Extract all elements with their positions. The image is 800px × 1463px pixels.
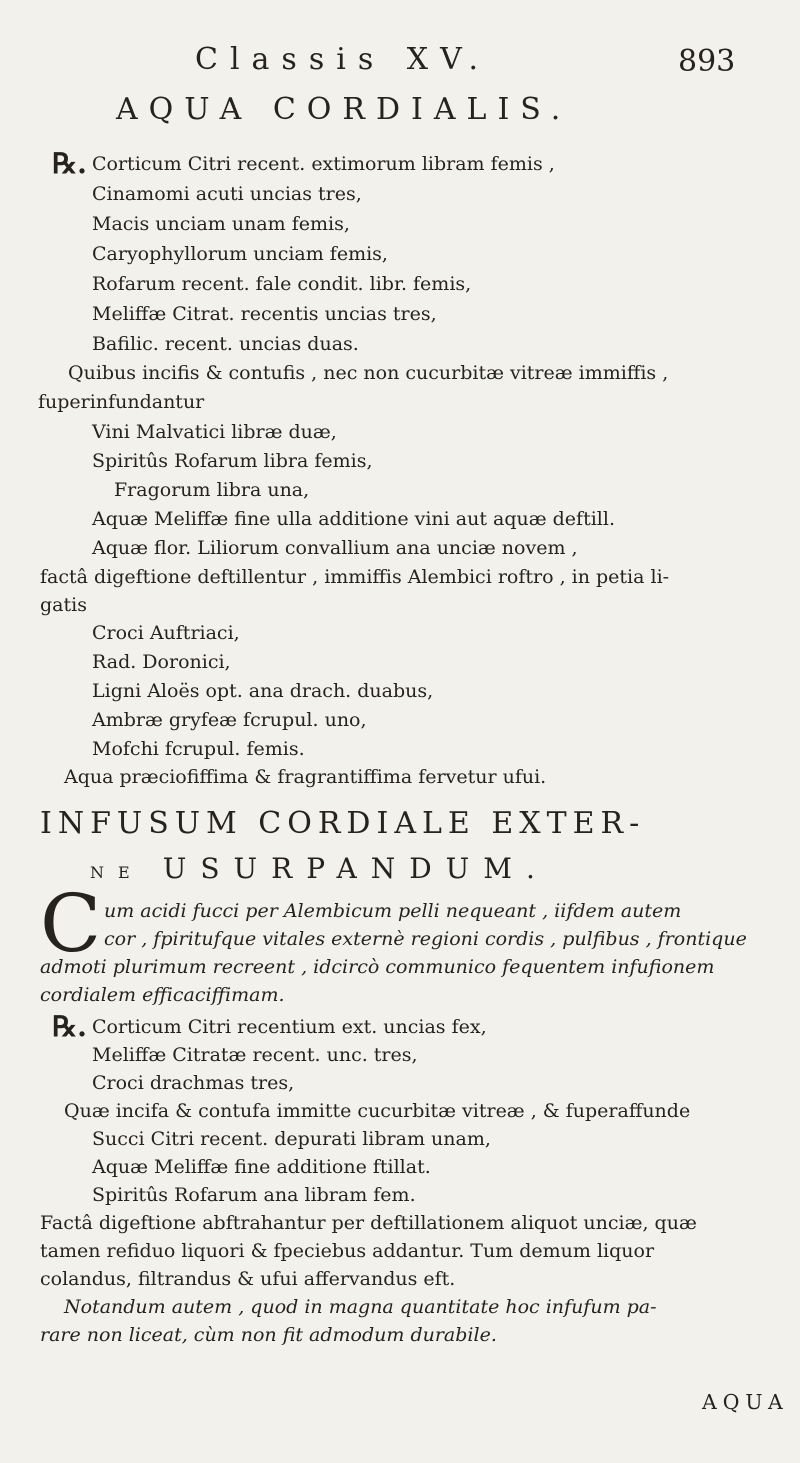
- text-line: Quibus incifis & contufis , nec non cucurbitæ vitreæ immiffis ,: [68, 362, 669, 384]
- page-number: 893: [678, 44, 736, 79]
- text-line: Corticum Citri recentium ext. uncias fex,: [92, 1016, 487, 1038]
- catchword: AQUA: [702, 1390, 789, 1414]
- text-line: gatis: [40, 594, 87, 616]
- text-line: Ligni Aloës opt. ana drach. duabus,: [92, 680, 434, 702]
- text-line: admoti plurimum recreent , idcircò communico fequentem infufionem: [40, 956, 715, 978]
- text-line: Meliffæ Citrat. recentis uncias tres,: [92, 303, 437, 325]
- recipe-symbol: ℞.: [52, 147, 87, 180]
- text-line: Succi Citri recent. depurati libram unam,: [92, 1128, 491, 1150]
- text-line: um acidi fucci per Alembicum pelli nequeant , iifdem autem: [104, 900, 682, 922]
- text-line: Fragorum libra una,: [114, 479, 310, 501]
- recipe-symbol: ℞.: [52, 1010, 87, 1043]
- section-subtitle: [90, 852, 549, 885]
- section-title-infusum-cordiale: INFUSUM CORDIALE EXTER-: [40, 806, 646, 841]
- text-line: Quæ incifa & contufa immitte cucurbitæ vitreæ , & fuperaffunde: [64, 1100, 691, 1122]
- text-line: Factâ digeftione abftrahantur per deftillationem aliquot unciæ, quæ: [40, 1212, 697, 1234]
- text-line: tamen refiduo liquori & fpeciebus addantur. Tum demum liquor: [40, 1240, 655, 1262]
- text-line: Mofchi fcrupul. femis.: [92, 738, 305, 760]
- text-line: Ambræ gryfeæ fcrupul. uno,: [92, 709, 367, 731]
- text-line: factâ digeftione deftillentur , immiffis Alembici roftro , in petia li-: [40, 566, 670, 588]
- text-line: cordialem efficaciffimam.: [40, 984, 285, 1006]
- subtitle-word: USURPANDUM.: [162, 852, 549, 885]
- text-line: rare non liceat, cùm non fit admodum durabile.: [40, 1324, 497, 1346]
- text-line: fuperinfundantur: [38, 391, 205, 413]
- text-line: Aquæ Meliffæ fine additione ftillat.: [92, 1156, 431, 1178]
- running-head: Classis XV.: [195, 42, 491, 77]
- text-line: Meliffæ Citratæ recent. unc. tres,: [92, 1044, 418, 1066]
- section-title-aqua-cordialis: AQUA CORDIALIS.: [116, 92, 572, 127]
- text-line: Corticum Citri recent. extimorum libram femis ,: [92, 153, 555, 175]
- text-line: Rad. Doronici,: [92, 651, 231, 673]
- text-line: Aqua præciofiffima & fragrantiffima fervetur ufui.: [64, 766, 547, 788]
- text-line: Croci drachmas tres,: [92, 1072, 295, 1094]
- text-line: colandus, filtrandus & ufui affervandus eft.: [40, 1268, 456, 1290]
- text-line: Notandum autem , quod in magna quantitate hoc infufum pa-: [64, 1296, 657, 1318]
- text-line: Caryophyllorum unciam femis,: [92, 243, 388, 265]
- text-line: Aquæ flor. Liliorum convallium ana unciæ novem ,: [92, 537, 578, 559]
- text-line: Aquæ Meliffæ fine ulla additione vini aut aquæ deftill.: [92, 508, 615, 530]
- subtitle-prefix: NE: [90, 863, 144, 882]
- text-line: Spiritûs Rofarum libra femis,: [92, 450, 373, 472]
- text-line: Vini Malvatici libræ duæ,: [92, 421, 337, 443]
- text-line: Macis unciam unam femis,: [92, 213, 350, 235]
- text-line: Croci Auftriaci,: [92, 622, 240, 644]
- text-line: Cinamomi acuti uncias tres,: [92, 183, 362, 205]
- text-line: Spiritûs Rofarum ana libram fem.: [92, 1184, 416, 1206]
- text-line: cor , fpiritufque vitales externè regioni cordis , pulfibus , frontique: [104, 928, 747, 950]
- text-line: Bafilic. recent. uncias duas.: [92, 333, 359, 355]
- drop-cap: C: [40, 877, 102, 970]
- text-line: Rofarum recent. fale condit. libr. femis,: [92, 273, 472, 295]
